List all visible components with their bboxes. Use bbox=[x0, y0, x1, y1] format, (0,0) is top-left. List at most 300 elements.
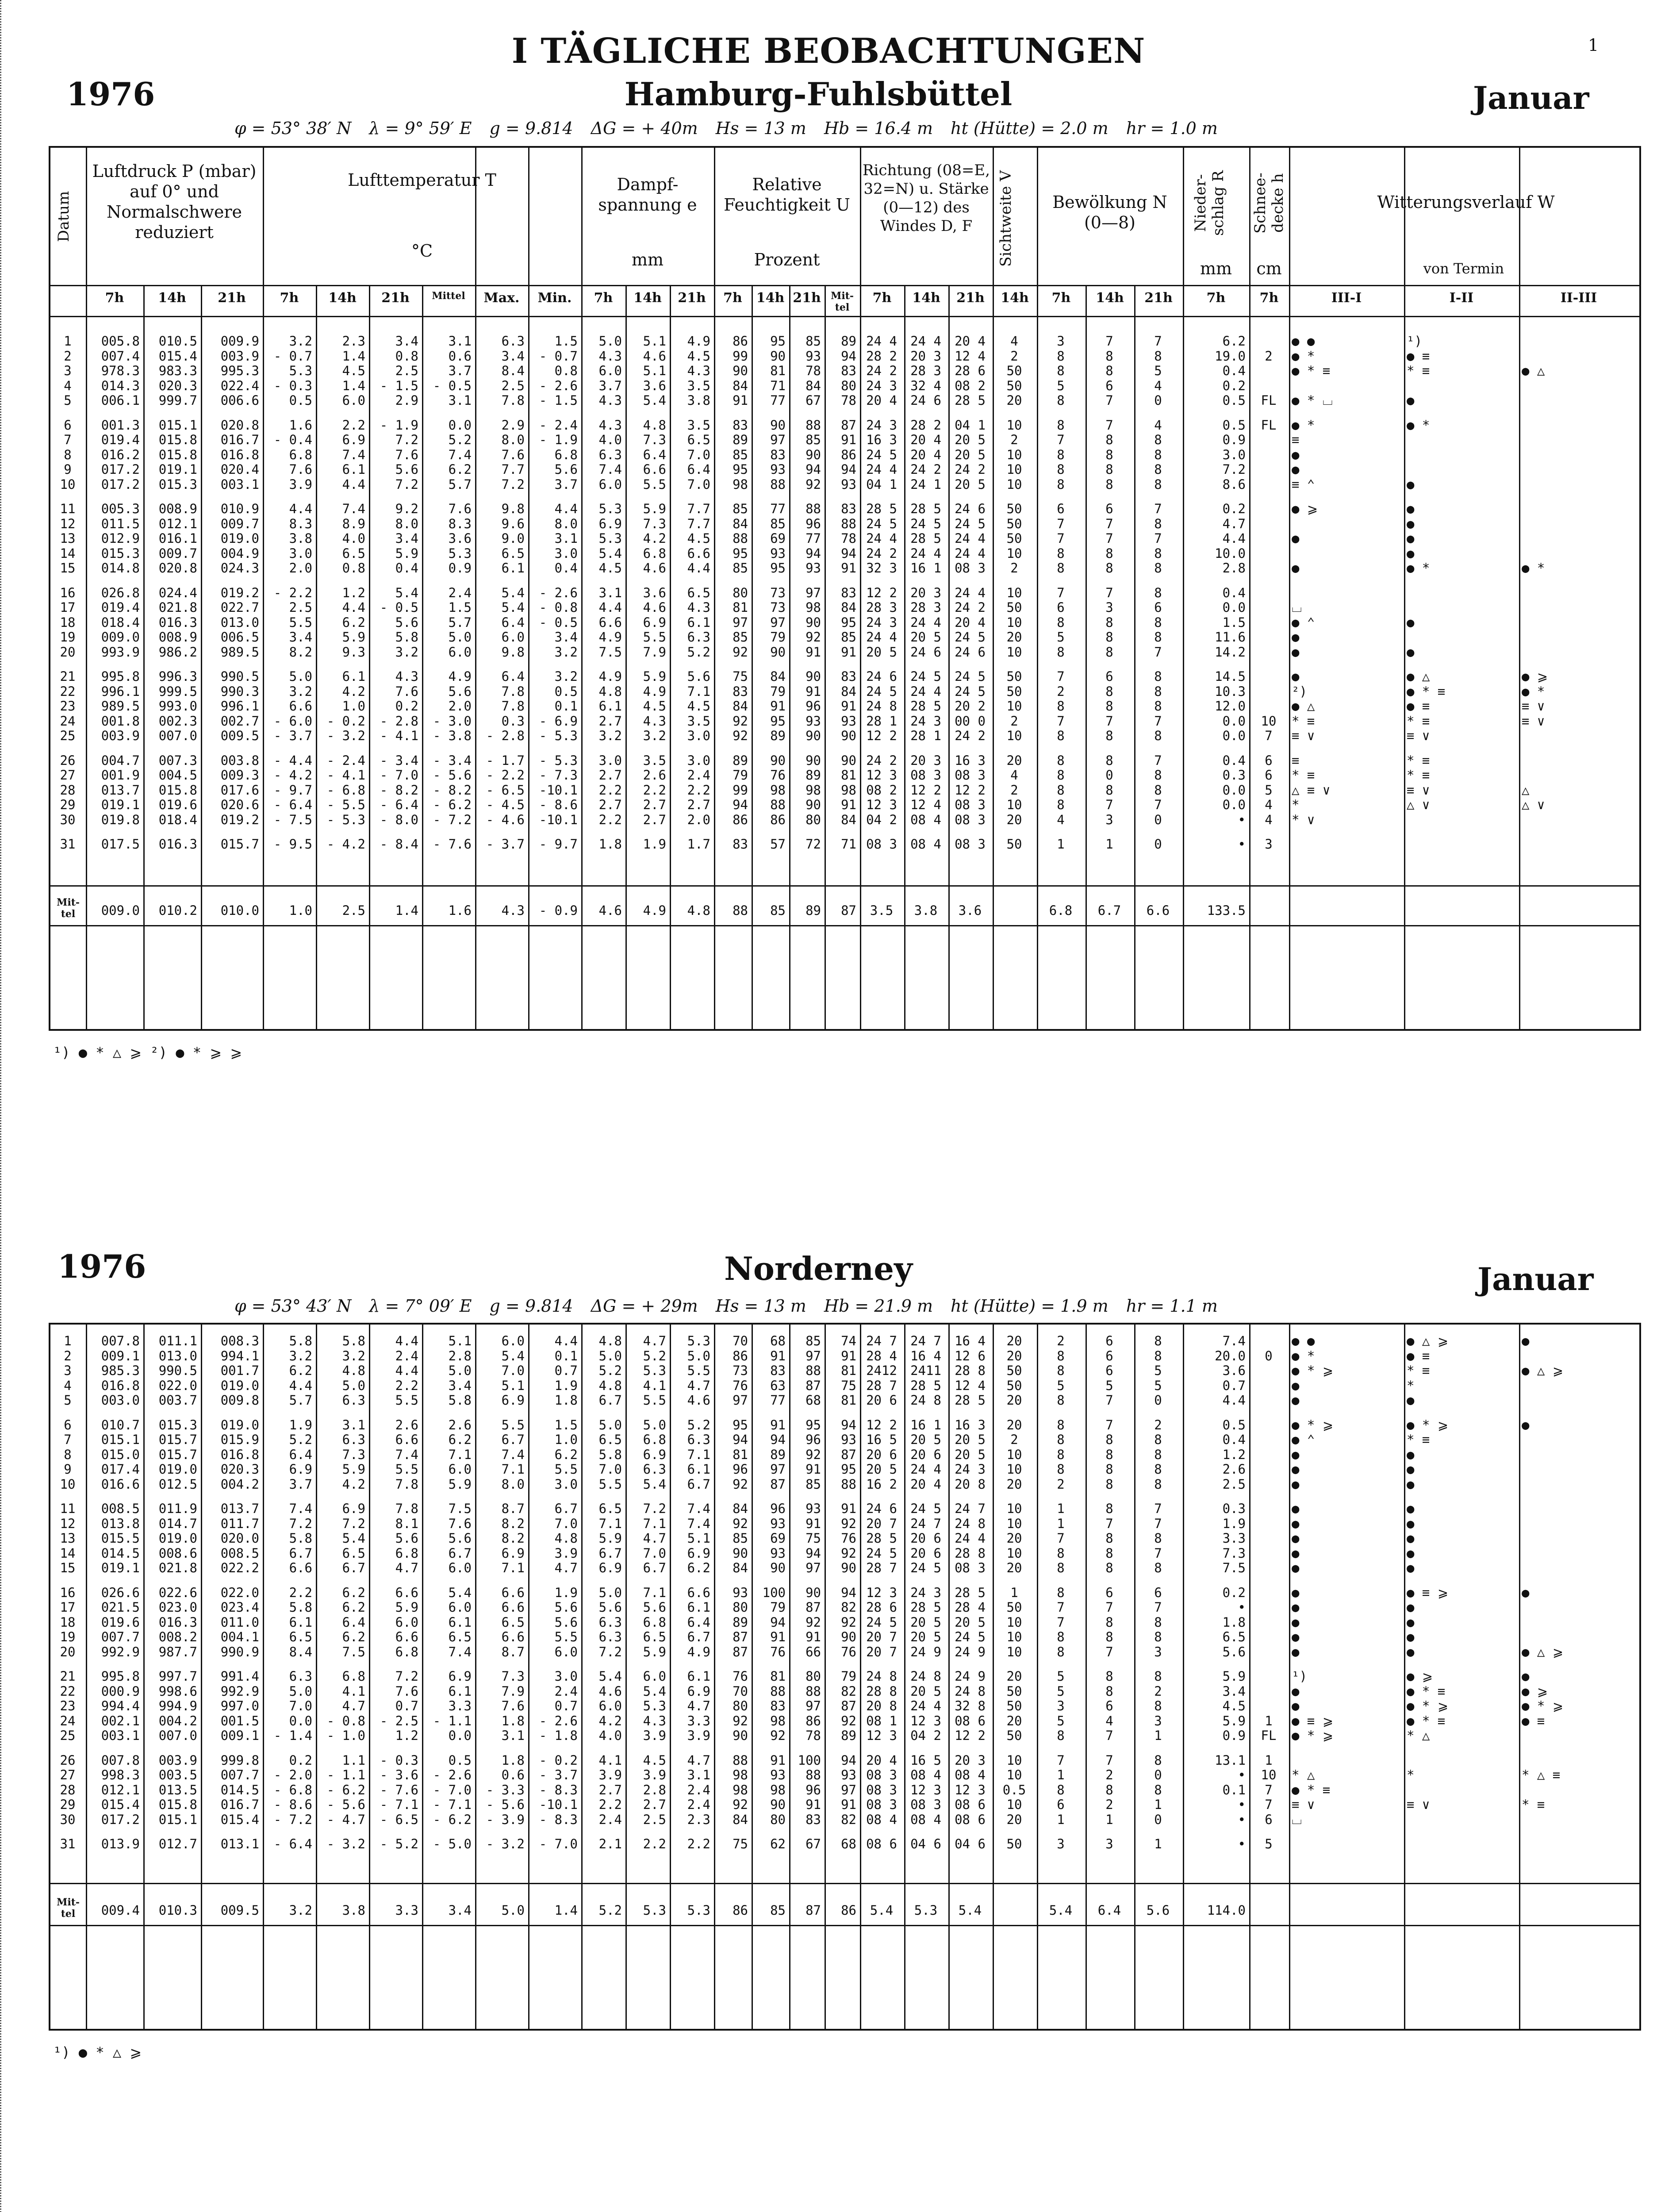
table-cell: 5.9 bbox=[342, 630, 365, 645]
table-cell: 019.4 bbox=[101, 432, 140, 447]
table-cell: 8 bbox=[1154, 1782, 1162, 1797]
table-cell: 7 bbox=[1105, 797, 1113, 812]
table-cell: 63 bbox=[770, 1378, 786, 1393]
table-cell: ● * bbox=[1292, 348, 1315, 364]
table-cell: 8.6 bbox=[1222, 476, 1246, 492]
table-cell: 20 bbox=[1006, 1476, 1022, 1492]
table-cell: 5.3 bbox=[289, 363, 312, 378]
table-cell: 7.2 bbox=[342, 1516, 365, 1531]
table-cell: 7 bbox=[1057, 1531, 1065, 1546]
table-cell: - 6.4 bbox=[380, 797, 418, 812]
table-cell: 12 4 bbox=[955, 1378, 986, 1393]
table-cell: 3.1 bbox=[448, 334, 472, 349]
table-cell: 0.4 bbox=[1222, 753, 1246, 768]
table-cell: 8 bbox=[1105, 1560, 1113, 1575]
table-cell: 16 bbox=[60, 585, 76, 600]
table-cell: 6.7 bbox=[554, 1501, 578, 1516]
table-cell: 0.1 bbox=[554, 1348, 578, 1363]
table-cell: 6 bbox=[1105, 1698, 1113, 1713]
coord-item: ht (Hütte) = 2.0 m bbox=[951, 119, 1109, 138]
table-cell: 90 bbox=[770, 753, 786, 768]
table-cell: 6.9 bbox=[501, 1545, 525, 1561]
table-cell: 4.4 bbox=[554, 1333, 578, 1348]
table-cell: 4.3 bbox=[395, 669, 418, 684]
table-cell: 7.8 bbox=[501, 699, 525, 714]
table-cell: 2.2 bbox=[598, 1797, 622, 1812]
table-cell: 5.9 bbox=[643, 669, 666, 684]
table-cell: 08 6 bbox=[955, 1812, 986, 1827]
col-header-weather-sub: von Termin bbox=[1423, 260, 1504, 277]
table-cell: 989.5 bbox=[220, 644, 259, 660]
table-cell: 014.5 bbox=[101, 1545, 140, 1561]
table-cell: 20 5 bbox=[910, 630, 941, 645]
mean-cell: 5.3 bbox=[643, 1903, 666, 1918]
table-cell: 6.3 bbox=[501, 334, 525, 349]
table-cell: 08 2 bbox=[866, 782, 897, 798]
table-cell: 6.6 bbox=[395, 1629, 418, 1644]
table-cell: 16 bbox=[60, 1585, 76, 1600]
table-cell: 2.2 bbox=[395, 1378, 418, 1393]
table-cell: 75 bbox=[805, 1531, 821, 1546]
table-cell: 24 2 bbox=[910, 462, 941, 477]
table-cell: ● bbox=[1407, 1501, 1415, 1516]
table-cell: 5.6 bbox=[554, 1600, 578, 1615]
table-cell: 50 bbox=[1006, 837, 1022, 852]
table-cell: 8.2 bbox=[289, 644, 312, 660]
table-cell: 4.9 bbox=[598, 630, 622, 645]
table-cell: - 2.4 bbox=[326, 753, 365, 768]
table-cell: 20 7 bbox=[866, 1629, 897, 1644]
table-cell: 2 bbox=[64, 348, 72, 364]
table-cell: ● bbox=[1407, 1447, 1415, 1462]
table-cell: 90 bbox=[841, 1629, 856, 1644]
table-cell: 08 3 bbox=[955, 1560, 986, 1575]
table-cell: 87 bbox=[841, 1447, 856, 1462]
table-cell: 7.8 bbox=[501, 684, 525, 699]
table-cell: 13 bbox=[60, 531, 76, 546]
table-cell: 6.2 bbox=[1222, 334, 1246, 349]
table-cell: - 7.0 bbox=[433, 1782, 472, 1797]
table-cell: 0.5 bbox=[1222, 417, 1246, 433]
table-cell: 08 3 bbox=[866, 1767, 897, 1782]
table-row bbox=[50, 1560, 1639, 1575]
table-cell: 92 bbox=[841, 1614, 856, 1630]
table-row bbox=[50, 1501, 1639, 1516]
table-cell: 24 4 bbox=[955, 1531, 986, 1546]
table-cell: 10 bbox=[1006, 1447, 1022, 1462]
table-row bbox=[50, 728, 1639, 743]
table-cell: ● bbox=[1407, 1545, 1415, 1561]
footnote: ¹) ● * △ ⩾ bbox=[53, 2044, 142, 2061]
table-cell: 50 bbox=[1006, 684, 1022, 699]
table-cell: 81 bbox=[841, 1363, 856, 1378]
table-row bbox=[50, 363, 1639, 378]
table-cell: 24 5 bbox=[955, 630, 986, 645]
table-cell: 08 4 bbox=[910, 1767, 941, 1782]
table-cell: - 3.7 bbox=[539, 1767, 578, 1782]
table-cell: 08 3 bbox=[955, 768, 986, 783]
table-cell: 015.7 bbox=[220, 837, 259, 852]
col-header-vapour: Dampf-spannung e bbox=[598, 175, 697, 215]
table-cell: 6.2 bbox=[687, 1560, 710, 1575]
table-cell: 78 bbox=[805, 1728, 821, 1743]
table-cell: 28 bbox=[60, 782, 76, 798]
table-row bbox=[50, 1669, 1639, 1684]
table-cell: 5 bbox=[1154, 363, 1162, 378]
table-cell: - 3.3 bbox=[486, 1782, 525, 1797]
table-cell: ● bbox=[1292, 1683, 1300, 1699]
table-cell: 3.2 bbox=[342, 1348, 365, 1363]
table-cell: 7.1 bbox=[448, 1447, 472, 1462]
table-cell: - 8.6 bbox=[539, 797, 578, 812]
table-cell: - 3.2 bbox=[326, 1836, 365, 1851]
table-cell: 99 bbox=[733, 782, 748, 798]
table-cell: * ≡ bbox=[1407, 363, 1430, 378]
table-cell: 8 bbox=[1057, 447, 1065, 462]
subheader-t7: 7h bbox=[105, 290, 124, 306]
table-cell: 008.3 bbox=[220, 1333, 259, 1348]
table-cell: 84 bbox=[733, 1560, 748, 1575]
table-cell: 8 bbox=[1057, 614, 1065, 630]
table-cell: 28 1 bbox=[910, 728, 941, 743]
table-cell: 12 2 bbox=[866, 728, 897, 743]
table-cell: - 2.0 bbox=[273, 1767, 312, 1782]
table-cell: 97 bbox=[805, 1698, 821, 1713]
table-cell: 6.9 bbox=[687, 1683, 710, 1699]
table-cell: 6.4 bbox=[342, 1614, 365, 1630]
table-cell: 85 bbox=[733, 630, 748, 645]
table-cell: - 7.3 bbox=[539, 768, 578, 783]
table-cell: 5.6 bbox=[687, 669, 710, 684]
table-cell: 4.8 bbox=[598, 1378, 622, 1393]
table-cell: 8 bbox=[1057, 1462, 1065, 1477]
table-cell: 30 bbox=[60, 812, 76, 827]
table-cell: 16 2 bbox=[866, 1476, 897, 1492]
table-cell: 1.5 bbox=[554, 1417, 578, 1432]
table-cell: 24 5 bbox=[866, 516, 897, 531]
table-cell: 997.0 bbox=[220, 1698, 259, 1713]
table-cell: 16 5 bbox=[866, 1432, 897, 1447]
table-cell: 7.0 bbox=[643, 1545, 666, 1561]
table-cell: 91 bbox=[841, 1348, 856, 1363]
table-cell: 5 bbox=[1057, 1669, 1065, 1684]
table-cell: 13 bbox=[60, 1531, 76, 1546]
table-row bbox=[50, 714, 1639, 729]
table-cell: ● bbox=[1292, 447, 1300, 462]
table-cell: 10.0 bbox=[1215, 545, 1246, 561]
table-cell: 12.0 bbox=[1215, 699, 1246, 714]
table-cell: 4.2 bbox=[643, 531, 666, 546]
table-cell: 016.3 bbox=[158, 614, 197, 630]
table-cell: 2.5 bbox=[501, 378, 525, 393]
table-cell: 50 bbox=[1006, 1836, 1022, 1851]
table-cell: 14.2 bbox=[1215, 644, 1246, 660]
table-cell: 12 bbox=[60, 516, 76, 531]
table-cell: ● bbox=[1292, 1516, 1300, 1531]
table-cell: 87 bbox=[805, 1600, 821, 1615]
mean-cell: 010.0 bbox=[220, 903, 259, 918]
table-cell: 5.0 bbox=[598, 1348, 622, 1363]
table-cell: 96 bbox=[770, 1501, 786, 1516]
table-cell: 6.4 bbox=[501, 614, 525, 630]
table-cell: - 6.2 bbox=[326, 1782, 365, 1797]
table-cell: 08 3 bbox=[866, 1782, 897, 1797]
table-cell: 001.8 bbox=[101, 713, 140, 729]
observation-table bbox=[49, 1323, 1641, 2031]
table-cell: 5.8 bbox=[289, 1531, 312, 1546]
table-cell: 94 bbox=[841, 348, 856, 364]
table-cell: 12 3 bbox=[910, 1782, 941, 1797]
table-cell: 6.7 bbox=[643, 1560, 666, 1575]
table-cell: 7 bbox=[1105, 1600, 1113, 1615]
col-header-precip: Nieder-schlag R bbox=[1192, 170, 1227, 236]
table-cell: - 1.5 bbox=[539, 393, 578, 408]
table-row bbox=[50, 1615, 1639, 1630]
table-cell: 4.5 bbox=[687, 531, 710, 546]
table-cell: 7.3 bbox=[342, 1447, 365, 1462]
table-cell: 2.4 bbox=[687, 1782, 710, 1797]
table-cell: 6.9 bbox=[342, 1501, 365, 1516]
table-row bbox=[50, 393, 1639, 408]
table-cell: 012.1 bbox=[101, 1782, 140, 1797]
table-cell: 016.7 bbox=[220, 432, 259, 447]
table-cell: 85 bbox=[805, 334, 821, 349]
table-cell: 23 bbox=[60, 1698, 76, 1713]
table-cell: 007.3 bbox=[158, 753, 197, 768]
table-cell: 3 bbox=[1105, 812, 1113, 827]
table-cell: 4.5 bbox=[342, 363, 365, 378]
table-cell: 0.5 bbox=[1222, 1417, 1246, 1432]
table-cell: • bbox=[1238, 837, 1246, 852]
table-cell: 3.4 bbox=[395, 334, 418, 349]
table-cell: - 7.1 bbox=[433, 1797, 472, 1812]
table-cell: - 6.5 bbox=[380, 1812, 418, 1827]
table-cell: 8 bbox=[1105, 1683, 1113, 1699]
table-cell: 9.8 bbox=[501, 644, 525, 660]
table-cell: 6.5 bbox=[598, 1501, 622, 1516]
table-cell: 84 bbox=[841, 600, 856, 615]
table-cell: 7.4 bbox=[687, 1516, 710, 1531]
table-cell: 8 bbox=[1154, 585, 1162, 600]
table-cell: 017.2 bbox=[101, 476, 140, 492]
table-cell: 6.6 bbox=[289, 1560, 312, 1575]
table-cell: ● * ⌴ bbox=[1292, 393, 1333, 408]
table-cell: 004.9 bbox=[220, 545, 259, 561]
table-cell: 6 bbox=[1105, 669, 1113, 684]
table-cell: - 6.4 bbox=[273, 1836, 312, 1851]
table-cell: 0.6 bbox=[448, 348, 472, 364]
table-cell: 7.2 bbox=[501, 476, 525, 492]
table-cell: 8 bbox=[1154, 432, 1162, 447]
table-cell: 6.6 bbox=[289, 699, 312, 714]
table-cell: 3.3 bbox=[687, 1713, 710, 1728]
table-cell: 004.2 bbox=[220, 1476, 259, 1492]
table-cell: 16 3 bbox=[955, 753, 986, 768]
table-cell: 6.2 bbox=[342, 1629, 365, 1644]
table-cell: - 0.2 bbox=[539, 1752, 578, 1768]
table-cell: ● bbox=[1407, 1644, 1415, 1659]
table-cell: 20 bbox=[1006, 812, 1022, 827]
table-bottom bbox=[50, 925, 1639, 926]
table-cell: 6.8 bbox=[289, 447, 312, 462]
table-row bbox=[50, 516, 1639, 531]
table-cell: 6.8 bbox=[395, 1644, 418, 1659]
table-cell: 1 bbox=[1154, 1728, 1162, 1743]
table-cell: 5.9 bbox=[395, 545, 418, 561]
table-cell: 8 bbox=[1105, 1614, 1113, 1630]
table-cell: 8 bbox=[1154, 1752, 1162, 1768]
table-cell: 7.2 bbox=[598, 1644, 622, 1659]
table-cell: 7 bbox=[1105, 1417, 1113, 1432]
table-cell: 86 bbox=[841, 447, 856, 462]
table-cell: 21 bbox=[60, 669, 76, 684]
table-cell: ● bbox=[1407, 501, 1415, 516]
page-number: 1 bbox=[1588, 35, 1599, 55]
table-cell: 7.6 bbox=[395, 684, 418, 699]
mean-cell: 1.4 bbox=[554, 1903, 578, 1918]
table-cell: 88 bbox=[770, 476, 786, 492]
table-cell: 5 bbox=[1154, 1363, 1162, 1378]
table-cell: 6.3 bbox=[687, 630, 710, 645]
table-cell: 75 bbox=[733, 669, 748, 684]
table-cell: 5.9 bbox=[598, 1531, 622, 1546]
table-cell: 8 bbox=[1105, 1531, 1113, 1546]
table-cell: 10 bbox=[1006, 1545, 1022, 1561]
table-cell: 017.2 bbox=[101, 1812, 140, 1827]
table-cell: 68 bbox=[770, 1333, 786, 1348]
table-cell: 3 bbox=[64, 1363, 72, 1378]
table-cell: 015.5 bbox=[101, 1531, 140, 1546]
table-cell: 5.2 bbox=[687, 644, 710, 660]
table-cell: 20 7 bbox=[866, 1516, 897, 1531]
table-cell: - 2.6 bbox=[539, 378, 578, 393]
table-cell: 5.4 bbox=[643, 1683, 666, 1699]
table-cell: 94 bbox=[805, 545, 821, 561]
table-cell: * bbox=[1292, 797, 1300, 812]
table-cell: 83 bbox=[805, 1812, 821, 1827]
table-cell: 15 bbox=[60, 561, 76, 576]
table-cell: 12 3 bbox=[866, 1585, 897, 1600]
table-cell: 2.7 bbox=[598, 713, 622, 729]
table-cell: 3.0 bbox=[289, 545, 312, 561]
table-cell: 7 bbox=[1154, 1600, 1162, 1615]
table-cell: 0 bbox=[1154, 1812, 1162, 1827]
table-cell: ● bbox=[1407, 1600, 1415, 1615]
table-row bbox=[50, 1333, 1639, 1348]
table-cell: 2 bbox=[1154, 1683, 1162, 1699]
table-cell: 008.5 bbox=[220, 1545, 259, 1561]
subheader-t21: 21h bbox=[956, 290, 985, 306]
table-cell: 84 bbox=[733, 516, 748, 531]
table-cell: ● bbox=[1292, 1476, 1300, 1492]
table-cell: ● ⌃ bbox=[1292, 1432, 1315, 1447]
table-cell: 4 bbox=[64, 1378, 72, 1393]
table-cell: 4.7 bbox=[643, 1531, 666, 1546]
table-cell: 84 bbox=[841, 684, 856, 699]
table-cell: - 4.1 bbox=[326, 768, 365, 783]
table-cell: 8 bbox=[1057, 1629, 1065, 1644]
table-cell: 002.3 bbox=[158, 713, 197, 729]
table-cell: 008.9 bbox=[158, 630, 197, 645]
subheader-t7: 7h bbox=[1259, 290, 1279, 306]
table-cell: 7 bbox=[1154, 334, 1162, 349]
table-cell: 020.3 bbox=[220, 1462, 259, 1477]
table-cell: - 3.7 bbox=[486, 837, 525, 852]
table-cell: * ≡ bbox=[1292, 768, 1315, 783]
table-cell: 87 bbox=[733, 1644, 748, 1659]
table-cell: 24 5 bbox=[910, 669, 941, 684]
table-cell: 5 bbox=[1265, 1836, 1273, 1851]
table-cell: 92 bbox=[805, 1447, 821, 1462]
table-cell: 6 bbox=[64, 417, 72, 433]
table-cell: 8 bbox=[1057, 1560, 1065, 1575]
table-cell: 2 bbox=[1057, 1476, 1065, 1492]
table-cell: 6 bbox=[1105, 1348, 1113, 1363]
table-cell: 6.3 bbox=[342, 1393, 365, 1408]
table-cell: 20 4 bbox=[955, 614, 986, 630]
table-cell: 50 bbox=[1006, 600, 1022, 615]
table-cell: 98 bbox=[733, 1767, 748, 1782]
table-cell: 12 bbox=[60, 1516, 76, 1531]
table-cell: 89 bbox=[770, 1447, 786, 1462]
table-cell: 4.8 bbox=[643, 417, 666, 433]
table-cell: 20 bbox=[1006, 1333, 1022, 1348]
table-cell: - 8.2 bbox=[380, 782, 418, 798]
mean-cell: 6.6 bbox=[1146, 903, 1170, 918]
col-header-humidity-unit: Prozent bbox=[754, 250, 820, 269]
table-cell: 4.4 bbox=[687, 561, 710, 576]
table-cell: ● * ⩾ bbox=[1407, 1417, 1449, 1432]
table-cell: 5.5 bbox=[643, 476, 666, 492]
table-cell: 5.5 bbox=[395, 1462, 418, 1477]
table-cell: 6.1 bbox=[342, 462, 365, 477]
table-cell: 97 bbox=[733, 614, 748, 630]
table-cell: 85 bbox=[805, 1476, 821, 1492]
table-cell: 989.5 bbox=[101, 699, 140, 714]
table-cell: 992.9 bbox=[101, 1644, 140, 1659]
table-cell: 4.6 bbox=[643, 561, 666, 576]
table-cell: 6.2 bbox=[342, 1600, 365, 1615]
table-cell: - 2.2 bbox=[273, 585, 312, 600]
table-cell: ● bbox=[1522, 1669, 1530, 1684]
table-cell: 4.7 bbox=[1222, 516, 1246, 531]
table-cell: 0 bbox=[1154, 1393, 1162, 1408]
table-cell: 08 3 bbox=[955, 837, 986, 852]
table-cell: 10 bbox=[1006, 1462, 1022, 1477]
table-row bbox=[50, 600, 1639, 615]
table-cell: 90 bbox=[805, 614, 821, 630]
table-cell: 20 2 bbox=[955, 699, 986, 714]
table-cell: 024.4 bbox=[158, 585, 197, 600]
table-cell: 015.4 bbox=[220, 1812, 259, 1827]
table-cell: 7.9 bbox=[643, 644, 666, 660]
table-cell: 0.0 bbox=[1222, 713, 1246, 729]
table-cell: 8 bbox=[1057, 417, 1065, 433]
month-label: Januar bbox=[1473, 80, 1589, 116]
table-cell: 5.8 bbox=[289, 1600, 312, 1615]
table-cell: 50 bbox=[1006, 1698, 1022, 1713]
table-cell: 019.2 bbox=[220, 812, 259, 827]
table-cell: 11 bbox=[60, 1501, 76, 1516]
table-cell: - 9.7 bbox=[273, 782, 312, 798]
table-cell: 013.1 bbox=[220, 1836, 259, 1851]
table-cell: 0.0 bbox=[448, 417, 472, 433]
table-cell: 24 3 bbox=[866, 378, 897, 393]
table-cell: 1.7 bbox=[687, 837, 710, 852]
table-cell: 90 bbox=[733, 1728, 748, 1743]
table-cell: 4 bbox=[1154, 378, 1162, 393]
table-cell: 80 bbox=[805, 1669, 821, 1684]
